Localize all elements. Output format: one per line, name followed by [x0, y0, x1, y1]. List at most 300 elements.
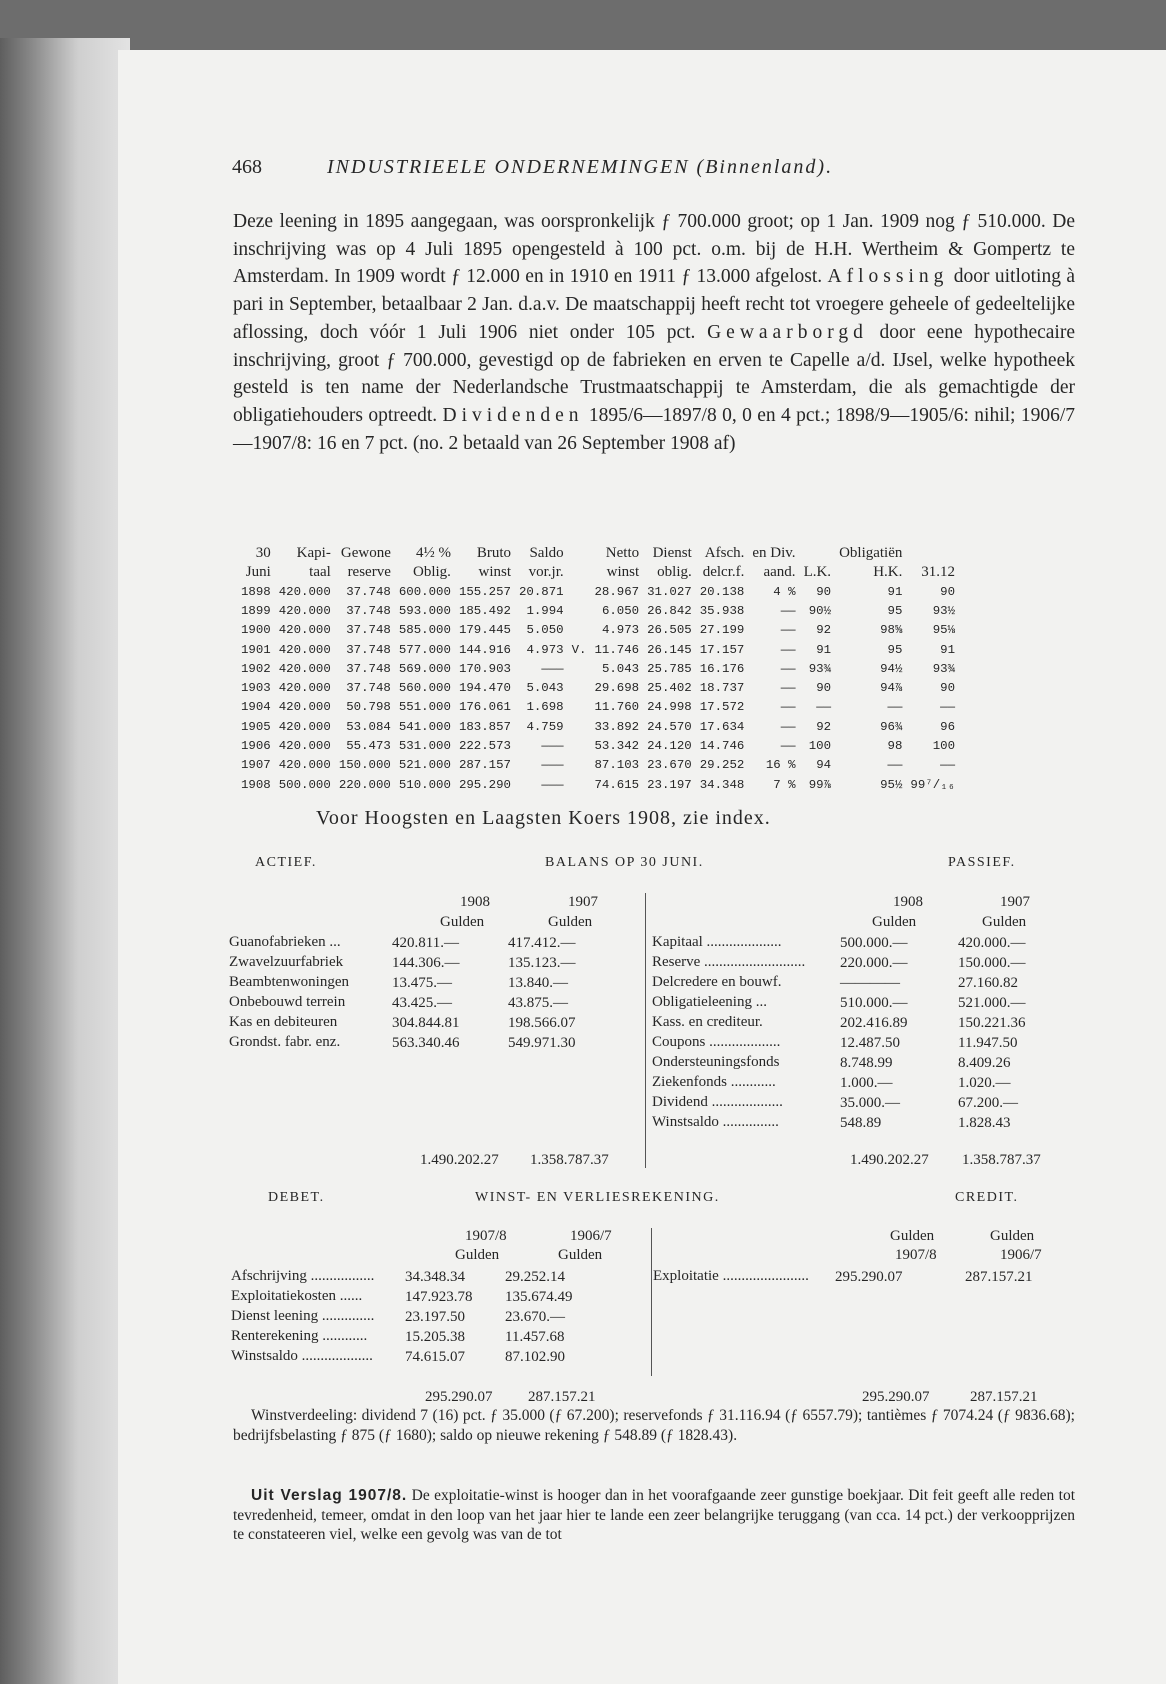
intro-text-4: 1895/6—1897/8 0, 0 en 4 pct.; 1898/9—1905/6: nihil; 1906/7—1907/8: 16 en 7 pct. (no. 2 betaald van 26 September 1908 af)	[233, 404, 1076, 454]
stats-header-cell: L.K.	[803, 564, 832, 580]
stats-cell: 24.998	[647, 700, 692, 715]
stats-header-cell: Bruto	[476, 545, 511, 561]
stats-cell: 150.000	[338, 758, 391, 773]
debet-year-a: 1907/8	[465, 1228, 507, 1244]
stats-cell: 1903	[241, 681, 271, 696]
stats-cell	[568, 775, 591, 794]
stats-header-cell: Dienst	[652, 545, 692, 561]
stats-cell: ——	[780, 700, 796, 715]
actief-item-value: 417.412.—	[508, 935, 576, 951]
book-edge	[0, 38, 130, 1684]
stats-cell: 93¾	[808, 661, 832, 676]
stats-cell: 98⅝	[880, 623, 903, 638]
debet-item: Dienst leening ..............	[231, 1308, 375, 1324]
stats-header-cell: Obligatiën	[839, 545, 903, 561]
stats-cell: ——	[780, 642, 796, 657]
dividenden-label: Dividenden	[442, 404, 584, 426]
passief-item: Reserve ...........................	[652, 954, 806, 970]
stats-header-cell	[906, 544, 959, 563]
stats-header-cell: H.K.	[873, 564, 903, 580]
passief-title: PASSIEF.	[948, 855, 1016, 870]
stats-header-cell: en Div.	[752, 545, 796, 561]
stats-cell: 96¾	[880, 719, 903, 734]
stats-cell: 95⅛	[932, 623, 956, 638]
stats-header-cell: 30	[255, 545, 271, 561]
stats-row	[237, 582, 967, 601]
gewaarborgd-label: Gewaarborgd	[707, 321, 868, 343]
passief-item-value: 202.416.89	[840, 1015, 908, 1031]
stats-cell: 170.903	[458, 661, 511, 676]
actief-item-value: 563.340.46	[392, 1035, 460, 1051]
stats-header-cell	[959, 544, 967, 563]
stats-cell: 1.698	[526, 700, 564, 715]
passief-item: Ziekenfonds ............	[652, 1074, 776, 1090]
stats-cell: 420.000	[278, 719, 331, 734]
stats-cell: 16.176	[699, 661, 745, 676]
stats-cell: 577.000	[398, 642, 451, 657]
stats-cell: 91	[816, 642, 832, 657]
passief-item-value: ————	[840, 975, 900, 991]
credit-unit-b: Gulden	[990, 1228, 1035, 1244]
stats-cell: 185.492	[458, 603, 511, 618]
stats-cell: 20.138	[699, 584, 745, 599]
stats-header-cell: Juni	[245, 564, 271, 580]
stats-cell: 29.252	[699, 758, 745, 773]
stats-cell: ——	[780, 739, 796, 754]
stats-cell: 593.000	[398, 603, 451, 618]
passief-year-1907: 1907	[1000, 894, 1030, 910]
stats-cell: 4.973	[526, 642, 564, 657]
credit-item-value: 295.290.07	[835, 1269, 903, 1285]
passief-item-value: 150.221.36	[958, 1015, 1026, 1031]
stats-cell: 18.737	[699, 681, 745, 696]
stats-cell	[568, 659, 591, 678]
passief-total-1908: 1.490.202.27	[850, 1152, 929, 1168]
stats-cell: 100	[932, 739, 956, 754]
stats-header-cell: Oblig.	[413, 564, 451, 580]
stats-cell: 11.760	[594, 700, 640, 715]
passief-item: Delcredere en bouwf.	[652, 974, 782, 990]
winst-title: WINST- EN VERLIESREKENING.	[475, 1190, 720, 1205]
stats-cell: 50.798	[346, 700, 391, 715]
stats-cell: 25.785	[647, 661, 692, 676]
actief-item: Guanofabrieken ...	[229, 934, 341, 950]
debet-item: Winstsaldo ...................	[231, 1348, 373, 1364]
actief-item: Onbebouwd terrein	[229, 994, 346, 1010]
stats-cell: 31.027	[647, 584, 692, 599]
debet-item-value: 23.197.50	[405, 1309, 465, 1325]
stats-cell: 541.000	[398, 719, 451, 734]
stats-cell: 420.000	[278, 700, 331, 715]
stats-cell: 1901	[241, 642, 271, 657]
stats-cell: 27.199	[699, 623, 745, 638]
passief-item-value: 12.487.50	[840, 1035, 900, 1051]
actief-item: Beambtenwoningen	[229, 974, 349, 990]
stats-cell: 521.000	[398, 758, 451, 773]
debet-item-value: 23.670.—	[505, 1309, 565, 1325]
stats-row	[237, 756, 967, 775]
stats-cell: ——	[887, 758, 903, 773]
stats-cell: 420.000	[278, 603, 331, 618]
stats-cell: 510.000	[398, 777, 451, 792]
stats-cell	[568, 601, 591, 620]
stats-cell: 34.348	[699, 777, 745, 792]
stats-cell: 53.084	[346, 719, 391, 734]
passief-item-value: 67.200.—	[958, 1095, 1018, 1111]
credit-total-a: 295.290.07	[862, 1389, 930, 1405]
stats-cell: 420.000	[278, 661, 331, 676]
passief-item-value: 1.020.—	[958, 1075, 1011, 1091]
actief-item-value: 198.566.07	[508, 1015, 576, 1031]
actief-item-value: 420.811.—	[392, 935, 459, 951]
stats-cell: 90	[940, 681, 956, 696]
stats-cell: 37.748	[346, 642, 391, 657]
page-number: 468	[232, 156, 262, 178]
stats-cell: ——	[780, 603, 796, 618]
credit-year-a: 1907/8	[895, 1247, 937, 1263]
stats-header-cell: taal	[309, 564, 331, 580]
passief-item: Kass. en crediteur.	[652, 1014, 763, 1030]
stats-cell: 55.473	[346, 739, 391, 754]
stats-cell: 91	[887, 584, 903, 599]
stats-cell: 1898	[241, 584, 271, 599]
actief-item: Zwavelzuurfabriek	[229, 954, 344, 970]
stats-cell: 23.670	[647, 758, 692, 773]
stats-cell: 95½	[880, 777, 903, 792]
stats-row	[237, 601, 967, 620]
passief-unit-1908: Gulden	[872, 914, 917, 930]
stats-cell: 1908	[241, 777, 271, 792]
passief-item-value: 220.000.—	[840, 955, 908, 971]
stats-header-cell	[568, 544, 591, 563]
stats-cell: 1905	[241, 719, 271, 734]
stats-cell	[568, 621, 591, 640]
stats-cell: 24.570	[647, 719, 692, 734]
intro-text-1: Deze leening in 1895 aangegaan, was oorspronkelijk ƒ 700.000 groot; op 1 Jan. 1909 nog ƒ 510.000. De inschrijving was op 4 Juli 1895 opengesteld à 100 pct. o.m. bij de H.H. Wertheim & Gompertz te Amsterdam. In 1909 wordt ƒ 12.000 en in 1910 en 1911 ƒ 13.000 afgelost.	[233, 211, 1075, 288]
actief-item-value: 13.840.—	[508, 975, 568, 991]
stats-cell: ——	[940, 700, 956, 715]
stats-cell	[568, 582, 591, 601]
debet-item-value: 11.457.68	[505, 1329, 565, 1345]
stats-cell: 420.000	[278, 758, 331, 773]
stats-cell: ———	[541, 777, 564, 792]
stats-row	[237, 678, 967, 697]
verslag-paragraph	[233, 1486, 1075, 1545]
stats-header-cell: oblig.	[657, 564, 692, 580]
stats-cell: ——	[780, 719, 796, 734]
stats-cell: 90	[816, 584, 832, 599]
stats-row	[237, 698, 967, 717]
passief-item-value: 500.000.—	[840, 935, 908, 951]
stats-cell: 1904	[241, 700, 271, 715]
debet-item-value: 29.252.14	[505, 1269, 565, 1285]
actief-year-1907: 1907	[568, 894, 598, 910]
stats-header-cell: 4½ %	[415, 545, 451, 561]
passief-item-value: 510.000.—	[840, 995, 908, 1011]
stats-cell: 7 %	[773, 777, 796, 792]
debet-item: Renterekening ............	[231, 1328, 368, 1344]
balans-divider	[645, 893, 646, 1168]
stats-cell: 37.748	[346, 681, 391, 696]
passief-item: Winstsaldo ...............	[652, 1114, 779, 1130]
stats-cell: 28.967	[594, 584, 640, 599]
debet-unit-a: Gulden	[455, 1247, 500, 1263]
stats-cell: 4.973	[601, 623, 640, 638]
stats-cell: 4 %	[773, 584, 796, 599]
stats-cell: 91	[940, 642, 956, 657]
stats-cell: 74.615	[594, 777, 640, 792]
actief-item-value: 304.844.81	[392, 1015, 460, 1031]
stats-cell: 26.505	[647, 623, 692, 638]
debet-item-value: 135.674.49	[505, 1289, 573, 1305]
passief-item-value: 11.947.50	[958, 1035, 1018, 1051]
stats-cell: 94	[816, 758, 832, 773]
stats-cell: 11.746	[594, 642, 640, 657]
credit-total-b: 287.157.21	[970, 1389, 1038, 1405]
stats-row	[237, 640, 967, 659]
passief-item-value: 8.409.26	[958, 1055, 1011, 1071]
stats-cell: 26.145	[647, 642, 692, 657]
stats-cell: ——	[940, 758, 956, 773]
winstverdeeling: Winstverdeeling: dividend 7 (16) pct. ƒ 35.000 (ƒ 67.200); reservefonds ƒ 31.116.94 (ƒ 6557.79); tantièmes ƒ 7074.24 (ƒ 9836.68); bedrijfsbelasting ƒ 875 (ƒ 1680); saldo op nieuwe rekening ƒ 548.89 (ƒ 1828.43).	[233, 1407, 1075, 1444]
stats-cell	[568, 736, 591, 755]
actief-unit-1907: Gulden	[548, 914, 593, 930]
stats-cell: 295.290	[458, 777, 511, 792]
stats-header-cell	[800, 544, 836, 563]
stats-cell: ——	[780, 661, 796, 676]
stats-cell: 90½	[808, 603, 832, 618]
actief-title: ACTIEF.	[255, 855, 317, 870]
debet-item-value: 87.102.90	[505, 1349, 565, 1365]
stats-cell: 92	[816, 719, 832, 734]
stats-cell: 1899	[241, 603, 271, 618]
stats-header-row	[237, 544, 967, 563]
stats-cell: 16 %	[765, 758, 796, 773]
passief-item: Kapitaal ....................	[652, 934, 782, 950]
stats-cell: 53.342	[594, 739, 640, 754]
stats-cell: 500.000	[278, 777, 331, 792]
passief-item: Ondersteuningsfonds	[652, 1054, 780, 1070]
stats-cell: V.	[571, 642, 587, 657]
stats-cell: ——	[816, 700, 832, 715]
actief-item-value: 144.306.—	[392, 955, 460, 971]
debet-total-b: 287.157.21	[528, 1389, 596, 1405]
stats-cell: 1902	[241, 661, 271, 676]
stats-cell: 183.857	[458, 719, 511, 734]
credit-item-value: 287.157.21	[965, 1269, 1033, 1285]
stats-cell: 99⁷/₁₆	[910, 777, 956, 792]
stats-cell: 6.050	[601, 603, 640, 618]
stats-cell	[568, 698, 591, 717]
stats-cell: 1900	[241, 623, 271, 638]
stats-cell: 95	[887, 642, 903, 657]
actief-unit-1908: Gulden	[440, 914, 485, 930]
stats-header-cell: Netto	[605, 545, 640, 561]
actief-item: Grondst. fabr. enz.	[229, 1034, 341, 1050]
stats-cell: ——	[780, 681, 796, 696]
stats-cell: 155.257	[458, 584, 511, 599]
stats-cell: 37.748	[346, 584, 391, 599]
stats-row	[237, 775, 967, 794]
stats-cell: 585.000	[398, 623, 451, 638]
debet-item-value: 34.348.34	[405, 1269, 465, 1285]
stats-cell: ———	[541, 739, 564, 754]
stats-cell: 220.000	[338, 777, 391, 792]
debet-item-value: 15.205.38	[405, 1329, 465, 1345]
stats-cell: 87.103	[594, 758, 640, 773]
passief-item-value: 548.89	[840, 1115, 882, 1131]
stats-header-cell: Saldo	[529, 545, 564, 561]
stats-cell: 420.000	[278, 623, 331, 638]
credit-year-b: 1906/7	[1000, 1247, 1042, 1263]
stats-cell: 17.572	[699, 700, 745, 715]
stats-cell: 99⅞	[808, 777, 832, 792]
stats-cell: 420.000	[278, 739, 331, 754]
actief-total-1907: 1.358.787.37	[530, 1152, 609, 1168]
balans-title: BALANS OP 30 JUNI.	[545, 855, 704, 870]
verslag-label: Uit Verslag 1907/8.	[251, 1487, 408, 1504]
stats-header-cell: aand.	[763, 564, 796, 580]
stats-cell: 94½	[880, 661, 903, 676]
stats-cell: 5.043	[526, 681, 564, 696]
stats-header-cell: 31.12	[921, 564, 956, 580]
stats-cell: 287.157	[458, 758, 511, 773]
passief-item-value: 35.000.—	[840, 1095, 900, 1111]
stats-cell: 222.573	[458, 739, 511, 754]
debet-item-value: 74.615.07	[405, 1349, 465, 1365]
stats-cell: 93¾	[932, 661, 956, 676]
passief-item-value: 1.000.—	[840, 1075, 893, 1091]
stats-cell: 33.892	[594, 719, 640, 734]
stats-cell: 14.746	[699, 739, 745, 754]
stats-cell: ———	[541, 661, 564, 676]
stats-cell: 179.445	[458, 623, 511, 638]
stats-row	[237, 736, 967, 755]
stats-cell: 4.759	[526, 719, 564, 734]
passief-item-value: 8.748.99	[840, 1055, 893, 1071]
actief-item-value: 43.875.—	[508, 995, 568, 1011]
passief-item: Obligatieleening ...	[652, 994, 767, 1010]
passief-item: Coupons ...................	[652, 1034, 781, 1050]
stats-cell: ——	[887, 700, 903, 715]
intro-text-2: door uitloting à pari in September, betaalbaar 2 Jan. d.a.v. De maatschappij heeft recht tot vroegere geheele of gedeeltelijke aflossing, doch vóór 1 Juli 1906 niet onder 105 pct.	[233, 266, 1076, 343]
passief-item-value: 521.000.—	[958, 995, 1026, 1011]
stats-row	[237, 621, 967, 640]
stats-cell: 5.050	[526, 623, 564, 638]
stats-cell: 17.634	[699, 719, 745, 734]
stats-cell: 551.000	[398, 700, 451, 715]
passief-item-value: 27.160.82	[958, 975, 1018, 991]
credit-unit-a: Gulden	[890, 1228, 935, 1244]
stats-cell: 1907	[241, 758, 271, 773]
verslag-text: De exploitatie-winst is hooger dan in het voorafgaande zeer gunstige boekjaar. Dit feit geeft alle reden tot tevredenheid, temeer, omdat in den loop van het jaar hier te lande een zeer belangrijke teruggang (van cca. 14 pct.) der verkoopprijzen te constateeren viel, welke een gevolg was van de tot	[233, 1487, 1075, 1543]
page-title: INDUSTRIEELE ONDERNEMINGEN (Binnenland).	[327, 156, 834, 178]
stats-cell	[568, 756, 591, 775]
koers-note: Voor Hoogsten en Laagsten Koers 1908, zie index.	[316, 807, 771, 829]
stats-header-cell	[568, 563, 591, 582]
stats-cell: 25.402	[647, 681, 692, 696]
stats-cell: 90	[940, 584, 956, 599]
stats-cell: 1.994	[526, 603, 564, 618]
actief-item-value: 13.475.—	[392, 975, 452, 991]
stats-cell: 24.120	[647, 739, 692, 754]
debet-title: DEBET.	[268, 1190, 325, 1205]
stats-row	[237, 717, 967, 736]
passief-item-value: 150.000.—	[958, 955, 1026, 971]
actief-item-value: 135.123.—	[508, 955, 576, 971]
credit-item: Exploitatie .......................	[653, 1268, 809, 1284]
stats-cell	[568, 678, 591, 697]
intro-text-3: door eene hypothecaire inschrijving, groot ƒ 700.000, gevestigd op de fabrieken en erven te Capelle a/d. IJsel, welke hypotheek gesteld is ten name der Nederlandsche Trustmaatschappij te Amsterdam, die als gemachtigde der obligatiehouders optreedt.	[233, 321, 1075, 426]
stats-cell: 37.748	[346, 661, 391, 676]
debet-total-a: 295.290.07	[425, 1389, 493, 1405]
winst-divider	[651, 1228, 652, 1376]
stats-cell: 560.000	[398, 681, 451, 696]
passief-item-value: 420.000.—	[958, 935, 1026, 951]
stats-header-row	[237, 563, 967, 582]
stats-header-cell: Afsch.	[704, 545, 745, 561]
stats-header-cell: vor.jr.	[528, 564, 564, 580]
stats-cell: 93½	[932, 603, 956, 618]
stats-cell: 569.000	[398, 661, 451, 676]
passief-item-value: 1.828.43	[958, 1115, 1011, 1131]
aflossing-label: Aflossing	[827, 266, 949, 288]
page-header	[232, 156, 833, 179]
stats-header-cell: delcr.f.	[702, 564, 745, 580]
stats-cell	[568, 717, 591, 736]
stats-cell: 26.842	[647, 603, 692, 618]
stats-cell: 29.698	[594, 681, 640, 696]
stats-cell: 90	[816, 681, 832, 696]
passief-unit-1907: Gulden	[982, 914, 1027, 930]
stats-cell: 20.871	[519, 584, 564, 599]
stats-cell: 35.938	[699, 603, 745, 618]
stats-cell: 176.061	[458, 700, 511, 715]
stats-cell: 5.043	[601, 661, 640, 676]
actief-item: Kas en debiteuren	[229, 1014, 338, 1030]
stats-row	[237, 659, 967, 678]
stats-cell: 95	[887, 603, 903, 618]
actief-total-1908: 1.490.202.27	[420, 1152, 499, 1168]
debet-item: Exploitatiekosten ......	[231, 1288, 363, 1304]
stats-cell: 100	[808, 739, 832, 754]
debet-year-b: 1906/7	[570, 1228, 612, 1244]
debet-unit-b: Gulden	[558, 1247, 603, 1263]
stats-cell: 23.197	[647, 777, 692, 792]
stats-cell: 37.748	[346, 603, 391, 618]
stats-cell: 194.470	[458, 681, 511, 696]
stats-cell: 144.916	[458, 642, 511, 657]
stats-cell: 1906	[241, 739, 271, 754]
stats-cell: 420.000	[278, 584, 331, 599]
credit-title: CREDIT.	[955, 1190, 1019, 1205]
debet-item: Afschrijving .................	[231, 1268, 375, 1284]
stats-cell: 420.000	[278, 642, 331, 657]
stats-cell: 420.000	[278, 681, 331, 696]
actief-item-value: 549.971.30	[508, 1035, 576, 1051]
intro-paragraph	[233, 208, 1075, 457]
stats-header-cell: winst	[606, 564, 640, 580]
stats-header-cell: reserve	[347, 564, 391, 580]
stats-cell: 98	[887, 739, 903, 754]
stats-cell: 600.000	[398, 584, 451, 599]
stats-cell: ———	[541, 758, 564, 773]
stats-cell: 37.748	[346, 623, 391, 638]
stats-header-cell: winst	[478, 564, 511, 580]
stats-cell: 17.157	[699, 642, 745, 657]
passief-year-1908: 1908	[893, 894, 923, 910]
stats-cell: 92	[816, 623, 832, 638]
